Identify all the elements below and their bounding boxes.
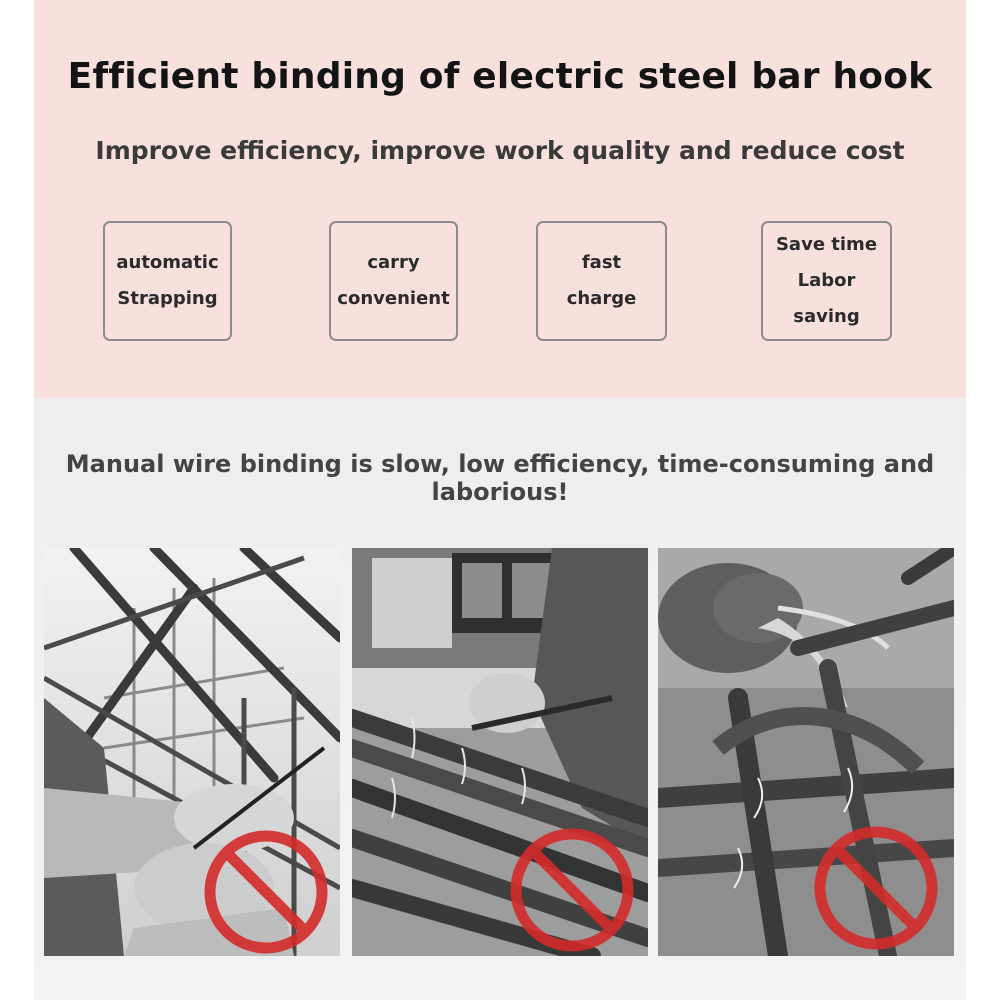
feature-label-line2: Labor saving — [793, 270, 860, 327]
feature-box-carry-convenient — [329, 221, 458, 341]
page-subtitle: Improve efficiency, improve work quality and reduce cost — [95, 136, 905, 165]
problem-statement: Manual wire binding is slow, low efficiency, time-consuming and laborious! — [65, 450, 935, 506]
feature-label-line1: fast — [581, 252, 622, 273]
problem-section — [34, 398, 966, 1000]
feature-label-line1: Save time — [775, 234, 878, 255]
manual-binding-photo-2 — [352, 548, 648, 956]
feature-section — [34, 0, 966, 398]
feature-label-line1: automatic — [116, 252, 219, 273]
feature-box-fast-charge — [536, 221, 667, 341]
feature-label-line2: Strapping — [117, 288, 218, 309]
feature-label-line2: convenient — [337, 288, 450, 309]
feature-box-save-time — [761, 221, 892, 341]
manual-binding-photo-3 — [658, 548, 954, 956]
feature-box-automatic-strapping — [103, 221, 232, 341]
manual-binding-photo-1 — [44, 548, 340, 956]
page-title: Efficient binding of electric steel bar hook — [67, 56, 933, 97]
feature-label-line1: carry — [367, 252, 420, 273]
feature-label-line2: charge — [566, 288, 637, 309]
